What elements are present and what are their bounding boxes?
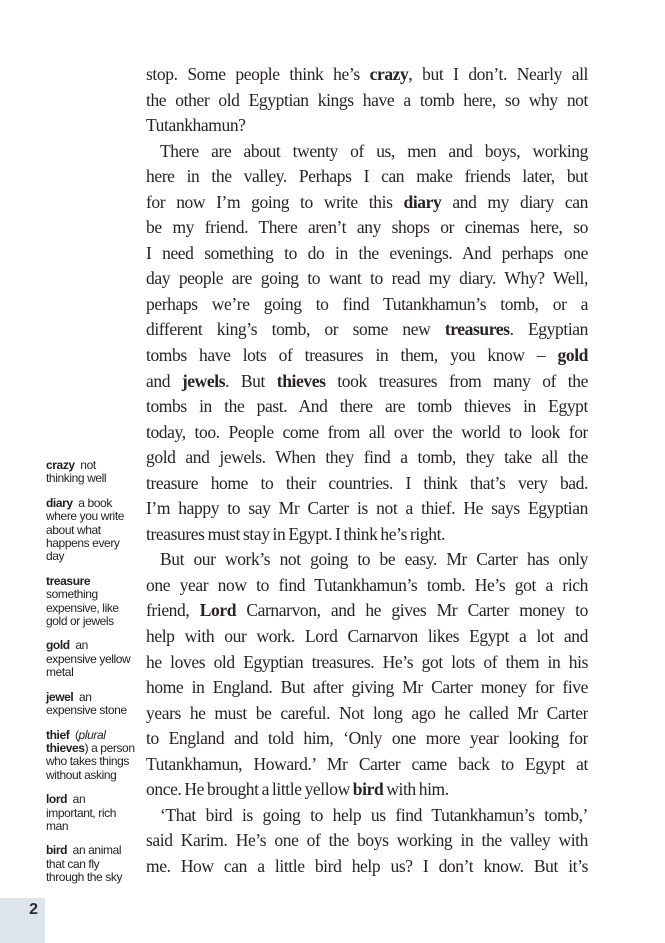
text-line: tombs in the past. And there are tomb thieves in Egypt <box>146 396 588 417</box>
text-line: here in the valley. Perhaps I can make friends later, but <box>146 166 588 187</box>
glossary-entry <box>46 575 144 629</box>
glossary-entry <box>46 729 144 783</box>
glossary-line: diary a book <box>46 495 112 510</box>
text-line: stop. Some people think he’s crazy, but I don’t. Nearly all <box>146 64 588 84</box>
glossary-line: that can fly <box>46 856 100 871</box>
text-line: one year now to find Tutankhamun’s tomb. He’s got a rich <box>146 574 588 595</box>
glossary-line: man <box>46 818 69 833</box>
text-line: me. How can a little bird help us? I don’t know. But it’s <box>146 855 588 876</box>
text-line: to England and told him, ‘Only one more year looking for <box>146 728 588 749</box>
glossary-line: gold an <box>46 638 88 653</box>
page-number-tab <box>0 898 45 943</box>
glossary-line: gold or jewels <box>46 614 114 629</box>
glossary-entry <box>46 497 144 564</box>
text-line: Tutankhamun, Howard.’ Mr Carter came back to Egypt at <box>146 753 588 774</box>
text-line: I need something to do in the evenings. And perhaps one <box>146 242 588 263</box>
text-line: for now I’m going to write this diary and my diary can <box>146 191 588 212</box>
text-line: he loves old Egyptian treasures. He’s got lots of them in his <box>146 651 588 672</box>
text-line: today, too. People come from all over the world to look for <box>146 421 588 442</box>
glossary-line: happens every <box>46 536 120 551</box>
glossary-line: jewel an <box>46 689 92 704</box>
text-line: day people are going to want to read my diary. Why? Well, <box>146 268 588 289</box>
text-line: said Karim. He’s one of the boys working in the valley with <box>146 830 588 851</box>
glossary-line: something <box>46 587 98 602</box>
text-line: ‘That bird is going to help us find Tutankhamun’s tomb,’ <box>160 804 588 825</box>
text-line: and jewels. But thieves took treasures from many of the <box>146 370 588 391</box>
text-line: Tutankhamun? <box>146 115 246 136</box>
text-line: There are about twenty of us, men and boys, working <box>160 140 588 161</box>
glossary-entry <box>46 459 144 486</box>
glossary-line: through the sky <box>46 870 123 885</box>
glossary-line: without asking <box>46 767 117 782</box>
glossary-line: expensive stone <box>46 703 127 718</box>
glossary-entry <box>46 639 144 679</box>
glossary-line: expensive yellow <box>46 651 131 666</box>
text-line: different king’s tomb, or some new treasures. Egyptian <box>146 319 588 340</box>
text-line: home in England. But after giving Mr Carter money for five <box>146 677 588 698</box>
text-line: tombs have lots of treasures in them, you know – gold <box>146 345 588 366</box>
text-line: once. He brought a little yellow bird with him. <box>146 779 449 800</box>
text-line: But our work’s not going to be easy. Mr Carter has only <box>160 549 588 570</box>
text-line: treasures must stay in Egypt. I think he’s right. <box>146 523 446 544</box>
glossary-line: treasure <box>46 573 91 588</box>
text-line: treasure home to their countries. I think that’s very bad. <box>146 472 588 493</box>
glossary-line: who takes things <box>46 754 129 769</box>
text-line: I’m happy to say Mr Carter is not a thief. He says Egyptian <box>146 498 588 519</box>
glossary-entry <box>46 691 144 718</box>
glossary-line: thieves) a person <box>46 740 135 755</box>
text-line: perhaps we’re going to find Tutankhamun’s tomb, or a <box>146 293 588 314</box>
text-line: gold and jewels. When they find a tomb, they take all the <box>146 447 588 468</box>
glossary-line: expensive, like <box>46 600 119 615</box>
text-line: years he must be careful. Not long ago he called Mr Carter <box>146 702 588 723</box>
glossary-line: bird an animal <box>46 843 122 858</box>
glossary-line: day <box>46 549 65 564</box>
glossary-line: where you write <box>46 509 125 524</box>
glossary-line: important, rich <box>46 805 117 820</box>
text-line: help with our work. Lord Carnarvon likes Egypt a lot and <box>146 626 588 647</box>
glossary-entry <box>46 793 144 833</box>
glossary-line: metal <box>46 665 74 680</box>
story-text-column <box>146 62 588 880</box>
text-line: friend, Lord Carnarvon, and he gives Mr Carter money to <box>146 600 588 621</box>
page-number: 2 <box>29 901 38 918</box>
glossary-line: about what <box>46 522 101 537</box>
glossary-line: crazy not <box>46 458 96 472</box>
glossary-line: lord an <box>46 792 86 807</box>
glossary-line: thief (plural <box>46 727 106 742</box>
glossary-line: thinking well <box>46 471 107 486</box>
glossary-entry <box>46 844 144 884</box>
text-line: the other old Egyptian kings have a tomb here, so why not <box>146 89 588 110</box>
glossary-margin <box>46 459 144 896</box>
text-line: be my friend. There aren’t any shops or cinemas here, so <box>146 217 588 238</box>
